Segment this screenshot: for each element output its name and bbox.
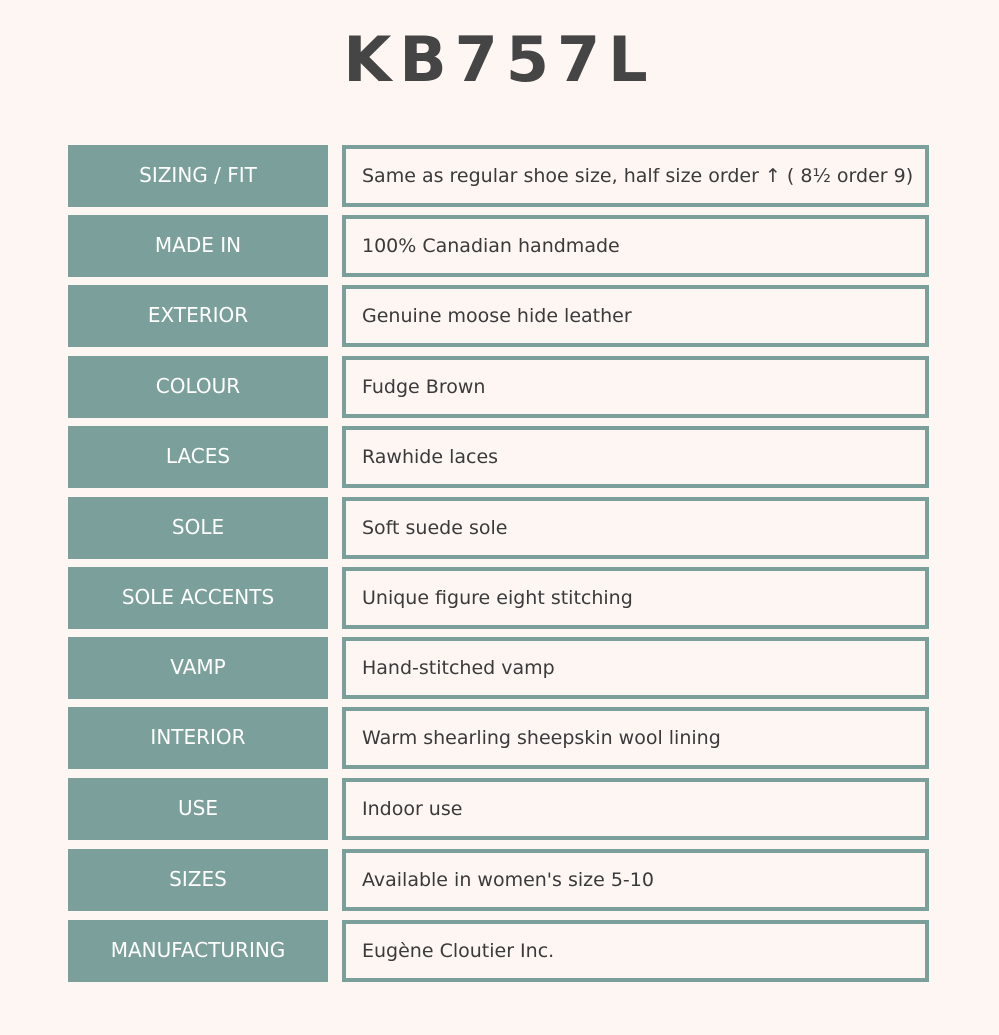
spec-label: USE [68, 778, 328, 840]
spec-row-use [68, 778, 929, 840]
spec-row-sole [68, 497, 929, 559]
spec-label: SIZES [68, 849, 328, 911]
spec-label: MANUFACTURING [68, 920, 328, 982]
spec-value: Eugène Cloutier Inc. [342, 920, 929, 982]
spec-row-made-in [68, 215, 929, 277]
spec-row-exterior [68, 285, 929, 347]
spec-value: Hand-stitched vamp [342, 637, 929, 699]
spec-label: MADE IN [68, 215, 328, 277]
spec-row-colour [68, 356, 929, 418]
spec-label: EXTERIOR [68, 285, 328, 347]
spec-label: SIZING / FIT [68, 145, 328, 207]
spec-label: VAMP [68, 637, 328, 699]
spec-value: Unique figure eight stitching [342, 567, 929, 629]
spec-row-sizes [68, 849, 929, 911]
spec-row-sole-accents [68, 567, 929, 629]
spec-value: Same as regular shoe size, half size order ↑ ( 8½ order 9) [342, 145, 929, 207]
spec-row-vamp [68, 637, 929, 699]
spec-label: SOLE [68, 497, 328, 559]
spec-value: Warm shearling sheepskin wool lining [342, 707, 929, 769]
product-title: KB757L [343, 23, 656, 96]
spec-label: LACES [68, 426, 328, 488]
spec-label: COLOUR [68, 356, 328, 418]
spec-row-laces [68, 426, 929, 488]
spec-value: Soft suede sole [342, 497, 929, 559]
spec-row-interior [68, 707, 929, 769]
spec-label: INTERIOR [68, 707, 328, 769]
spec-row-sizing-fit [68, 145, 929, 207]
spec-value: Fudge Brown [342, 356, 929, 418]
spec-value: Genuine moose hide leather [342, 285, 929, 347]
spec-label: SOLE ACCENTS [68, 567, 328, 629]
spec-value: 100% Canadian handmade [342, 215, 929, 277]
spec-value: Available in women's size 5-10 [342, 849, 929, 911]
spec-value: Rawhide laces [342, 426, 929, 488]
spec-row-manufacturing [68, 920, 929, 982]
spec-value: Indoor use [342, 778, 929, 840]
